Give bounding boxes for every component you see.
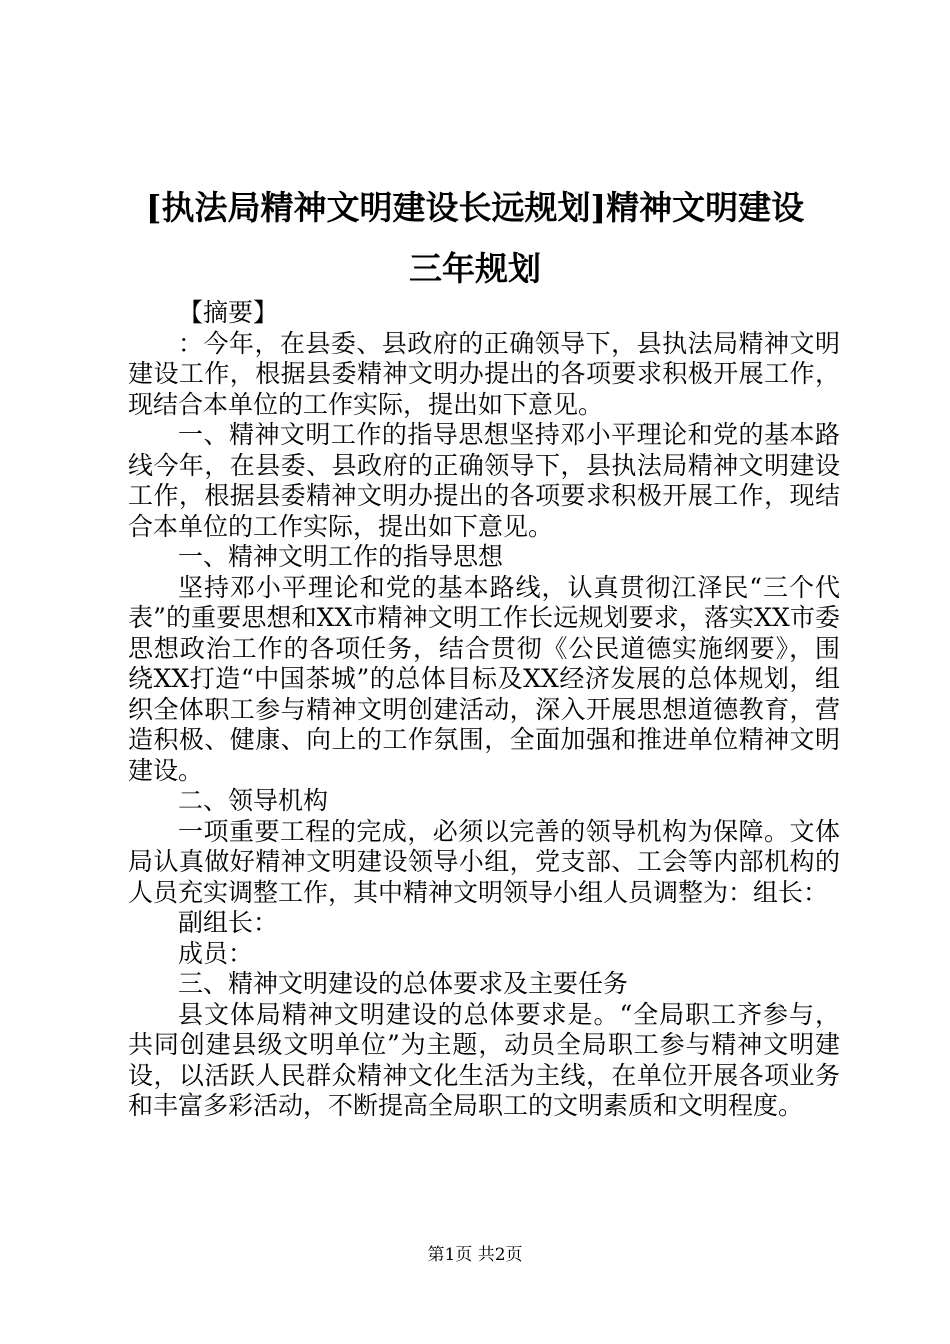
body-paragraph: 坚持邓小平理论和党的基本路线，认真贯彻江泽民“三个代表”的重要思想和XX市精神文明工作长远规划要求，落实XX市委思想政治工作的各项任务，结合贯彻《公民道德实施纲要》，围绕XX打造“中国茶城”的总体目标及XX经济发展的总体规划，组织全体职工参与精神文明创建活动，深入开展思想道德教育，营造积极、健康、向上的工作氛围，全面加强和推进单位精神文明建设。 bbox=[128, 572, 840, 785]
document-title-line-1: [执法局精神文明建设长远规划]精神文明建设 bbox=[145, 188, 805, 227]
document-title-line-2: 三年规划 bbox=[409, 249, 541, 288]
document-body bbox=[128, 298, 840, 1122]
body-paragraph: 一、精神文明工作的指导思想坚持邓小平理论和党的基本路线今年，在县委、县政府的正确领导下，县执法局精神文明建设工作，根据县委精神文明办提出的各项要求积极开展工作，现结合本单位的工作实际，提出如下意见。 bbox=[128, 420, 840, 541]
section-heading-3: 三、精神文明建设的总体要求及主要任务 bbox=[178, 969, 629, 998]
section-heading-1: 一、精神文明工作的指导思想 bbox=[178, 542, 504, 571]
page-footer: 第1页 共2页 bbox=[427, 1245, 523, 1265]
abstract-paragraph: ：今年，在县委、县政府的正确领导下，县执法局精神文明建设工作，根据县委精神文明办提出的各项要求积极开展工作，现结合本单位的工作实际，提出如下意见。 bbox=[128, 328, 840, 419]
members-line: 成员： bbox=[178, 938, 254, 968]
body-paragraph: 一项重要工程的完成，必须以完善的领导机构为保障。文体局认真做好精神文明建设领导小组，党支部、工会等内部机构的人员充实调整工作，其中精神文明领导小组人员调整为：组长： bbox=[128, 816, 840, 907]
deputy-leader-line: 副组长： bbox=[178, 908, 279, 937]
section-heading-2: 二、领导机构 bbox=[178, 786, 329, 815]
body-paragraph: 县文体局精神文明建设的总体要求是。“全局职工齐参与，共同创建县级文明单位”为主题，动员全局职工参与精神文明建设，以活跃人民群众精神文化生活为主线，在单位开展各项业务和丰富多彩活动，不断提高全局职工的文明素质和文明程度。 bbox=[128, 999, 840, 1120]
abstract-heading: 【摘要】 bbox=[178, 298, 279, 327]
